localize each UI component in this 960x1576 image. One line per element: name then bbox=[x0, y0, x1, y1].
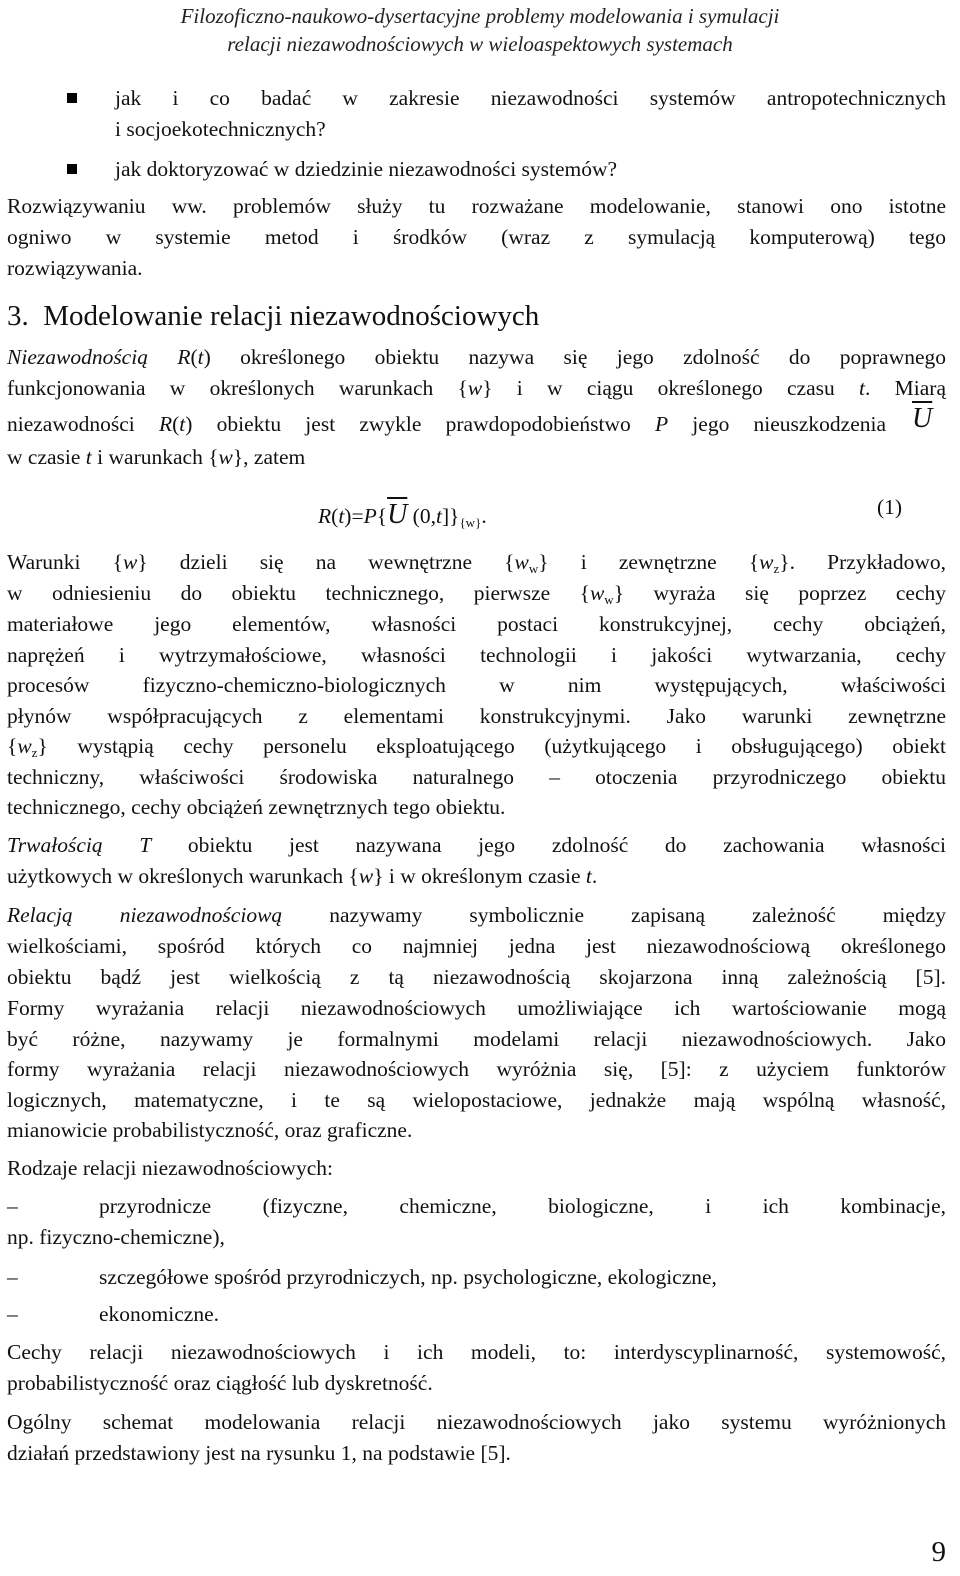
warunki-line-8: techniczny, właściwości środowiska naturalnego – otoczenia przyrodniczego obiektu bbox=[7, 765, 946, 789]
running-header-line-1: Filozoficzno-naukowo-dysertacyjne problemy modelowania i symulacji bbox=[180, 4, 780, 28]
term-relacja: Relacją niezawodnościową bbox=[7, 903, 283, 927]
cechy-line-2: probabilistyczność oraz ciągłość lub dyskretność. bbox=[7, 1371, 433, 1395]
relacja-line-1: Relacją niezawodnościową nazywamy symbolicznie zapisaną zależność między bbox=[7, 903, 946, 927]
warunki-line-6: płynów współpracujących z elementami konstrukcyjnymi. Jako warunki zewnętrzne bbox=[7, 704, 946, 728]
relacja-line-7: logicznych, matematyczne, i te są wielopostaciowe, jednakże mają wspólną własność, bbox=[7, 1088, 946, 1112]
relacja-line-5: być różne, nazywamy je formalnymi modelami relacji niezawodnościowych. Jako bbox=[7, 1027, 946, 1051]
symbol-U-overline: $\overline{U}$ bbox=[912, 403, 933, 434]
intro-line-1: Rozwiązywaniu ww. problemów służy tu rozważane modelowanie, stanowi ono istotne bbox=[7, 194, 946, 218]
term-niezawodnosc: Niezawodnością bbox=[7, 345, 148, 369]
rodzaje-item-3: ekonomiczne. bbox=[99, 1302, 219, 1326]
intro-line-2: ogniwo w systemie metod i środków (wraz z symulacją komputerową) tego bbox=[7, 225, 946, 249]
definition-line-4: w czasie t i warunkach {w}, zatem bbox=[7, 445, 306, 469]
page-number: 9 bbox=[931, 1536, 946, 1568]
warunki-line-9: technicznego, cechy obciążeń zewnętrznych tego obiektu. bbox=[7, 795, 506, 819]
symbol-R: R(t) bbox=[177, 345, 211, 369]
rodzaje-item-2: szczegółowe spośród przyrodniczych, np. psychologiczne, ekologiczne, bbox=[99, 1265, 717, 1289]
relacja-line-6: formy wyrażania relacji niezawodnościowych wyróżnia się, [5]: z użyciem funktorów bbox=[7, 1057, 946, 1081]
ogolny-line-2: działań przedstawiony jest na rysunku 1, na podstawie [5]. bbox=[7, 1441, 511, 1465]
section-title: Modelowanie relacji niezawodnościowych bbox=[43, 300, 540, 332]
relacja-line-3: obiektu bądź jest wielkością z tą niezawodnością skojarzona inną zależnością [5]. bbox=[7, 965, 946, 989]
warunki-line-2: w odniesieniu do obiektu technicznego, pierwsze $\{w_w\}$ wyraża się poprzez cechy bbox=[7, 581, 946, 607]
intro-line-3: rozwiązywania. bbox=[7, 256, 143, 280]
rodzaje-item-1-line-1: przyrodnicze (fizyczne, chemiczne, biologiczne, i ich kombinacje, bbox=[99, 1194, 946, 1218]
relacja-line-8: mianowicie probabilistyczność, oraz graficzne. bbox=[7, 1118, 413, 1142]
relacja-line-2: wielkościami, spośród których co najmniej jedna jest niezawodnościową określonego bbox=[7, 934, 946, 958]
formula-1: $R(t)=P\{\overline{U}$ $(0,t]\}_{\{w\}}$. bbox=[318, 499, 487, 530]
term-trwalosc: Trwałością T bbox=[7, 833, 152, 857]
trwalosc-line-1: Trwałością T obiektu jest nazywana jego zdolność do zachowania własności bbox=[7, 833, 947, 857]
warunki-line-3: materiałowe jego elementów, własności postaci konstrukcyjnej, cechy obciążeń, bbox=[7, 612, 946, 636]
warunki-line-4: naprężeń i wytrzymałościowe, własności technologii i jakości wytwarzania, cechy bbox=[7, 643, 946, 667]
definition-line-1: Niezawodnością R(t) określonego obiektu nazywa się jego zdolność do poprawnego bbox=[7, 345, 947, 369]
warunki-line-1: Warunki {w} dzieli się na wewnętrzne $\{w_w\}$ i zewnętrzne $\{w_z\}$. Przykładowo, bbox=[7, 550, 946, 576]
rodzaje-heading: Rodzaje relacji niezawodnościowych: bbox=[7, 1156, 333, 1180]
definition-line-3: niezawodności R(t) obiektu jest zwykle prawdopodobieństwo P jego nieuszkodzenia bbox=[7, 412, 887, 436]
trwalosc-line-2: użytkowych w określonych warunkach {w} i w określonym czasie t. bbox=[7, 864, 598, 888]
section-number: 3. bbox=[7, 300, 29, 332]
formula-number: (1) bbox=[877, 495, 903, 519]
rodzaje-item-1-line-2: np. fizyczno-chemiczne), bbox=[7, 1225, 225, 1249]
section-heading bbox=[7, 297, 539, 335]
dash-marker: – bbox=[7, 1194, 18, 1218]
bullet-square-icon bbox=[67, 93, 77, 103]
warunki-line-5: procesów fizyczno-chemiczno-biologicznych w nim występujących, właściwości bbox=[7, 673, 946, 697]
relacja-line-4: Formy wyrażania relacji niezawodnościowych umożliwiające ich wartościowanie mogą bbox=[7, 996, 946, 1020]
bullet-square-icon bbox=[67, 164, 77, 174]
dash-marker: – bbox=[7, 1302, 18, 1326]
warunki-line-7: $\{w_z\}$ wystąpią cechy personelu eksploatującego (użytkującego i obsługującego) obiekt bbox=[7, 734, 946, 760]
bullet-2-line-1: jak doktoryzować w dziedzinie niezawodności systemów? bbox=[115, 157, 618, 181]
dash-marker: – bbox=[7, 1265, 18, 1289]
bullet-1-line-2: i socjoekotechnicznych? bbox=[115, 117, 326, 141]
definition-line-2: funkcjonowania w określonych warunkach {w} i w ciągu określonego czasu t. Miarą bbox=[7, 376, 946, 400]
ogolny-line-1: Ogólny schemat modelowania relacji niezawodnościowych jako systemu wyróżnionych bbox=[7, 1410, 946, 1434]
running-header-line-2: relacji niezawodnościowych w wieloaspektowych systemach bbox=[227, 32, 733, 56]
bullet-1-line-1: jak i co badać w zakresie niezawodności systemów antropotechnicznych bbox=[115, 86, 946, 110]
cechy-line-1: Cechy relacji niezawodnościowych i ich modeli, to: interdyscyplinarność, systemowość, bbox=[7, 1340, 946, 1364]
